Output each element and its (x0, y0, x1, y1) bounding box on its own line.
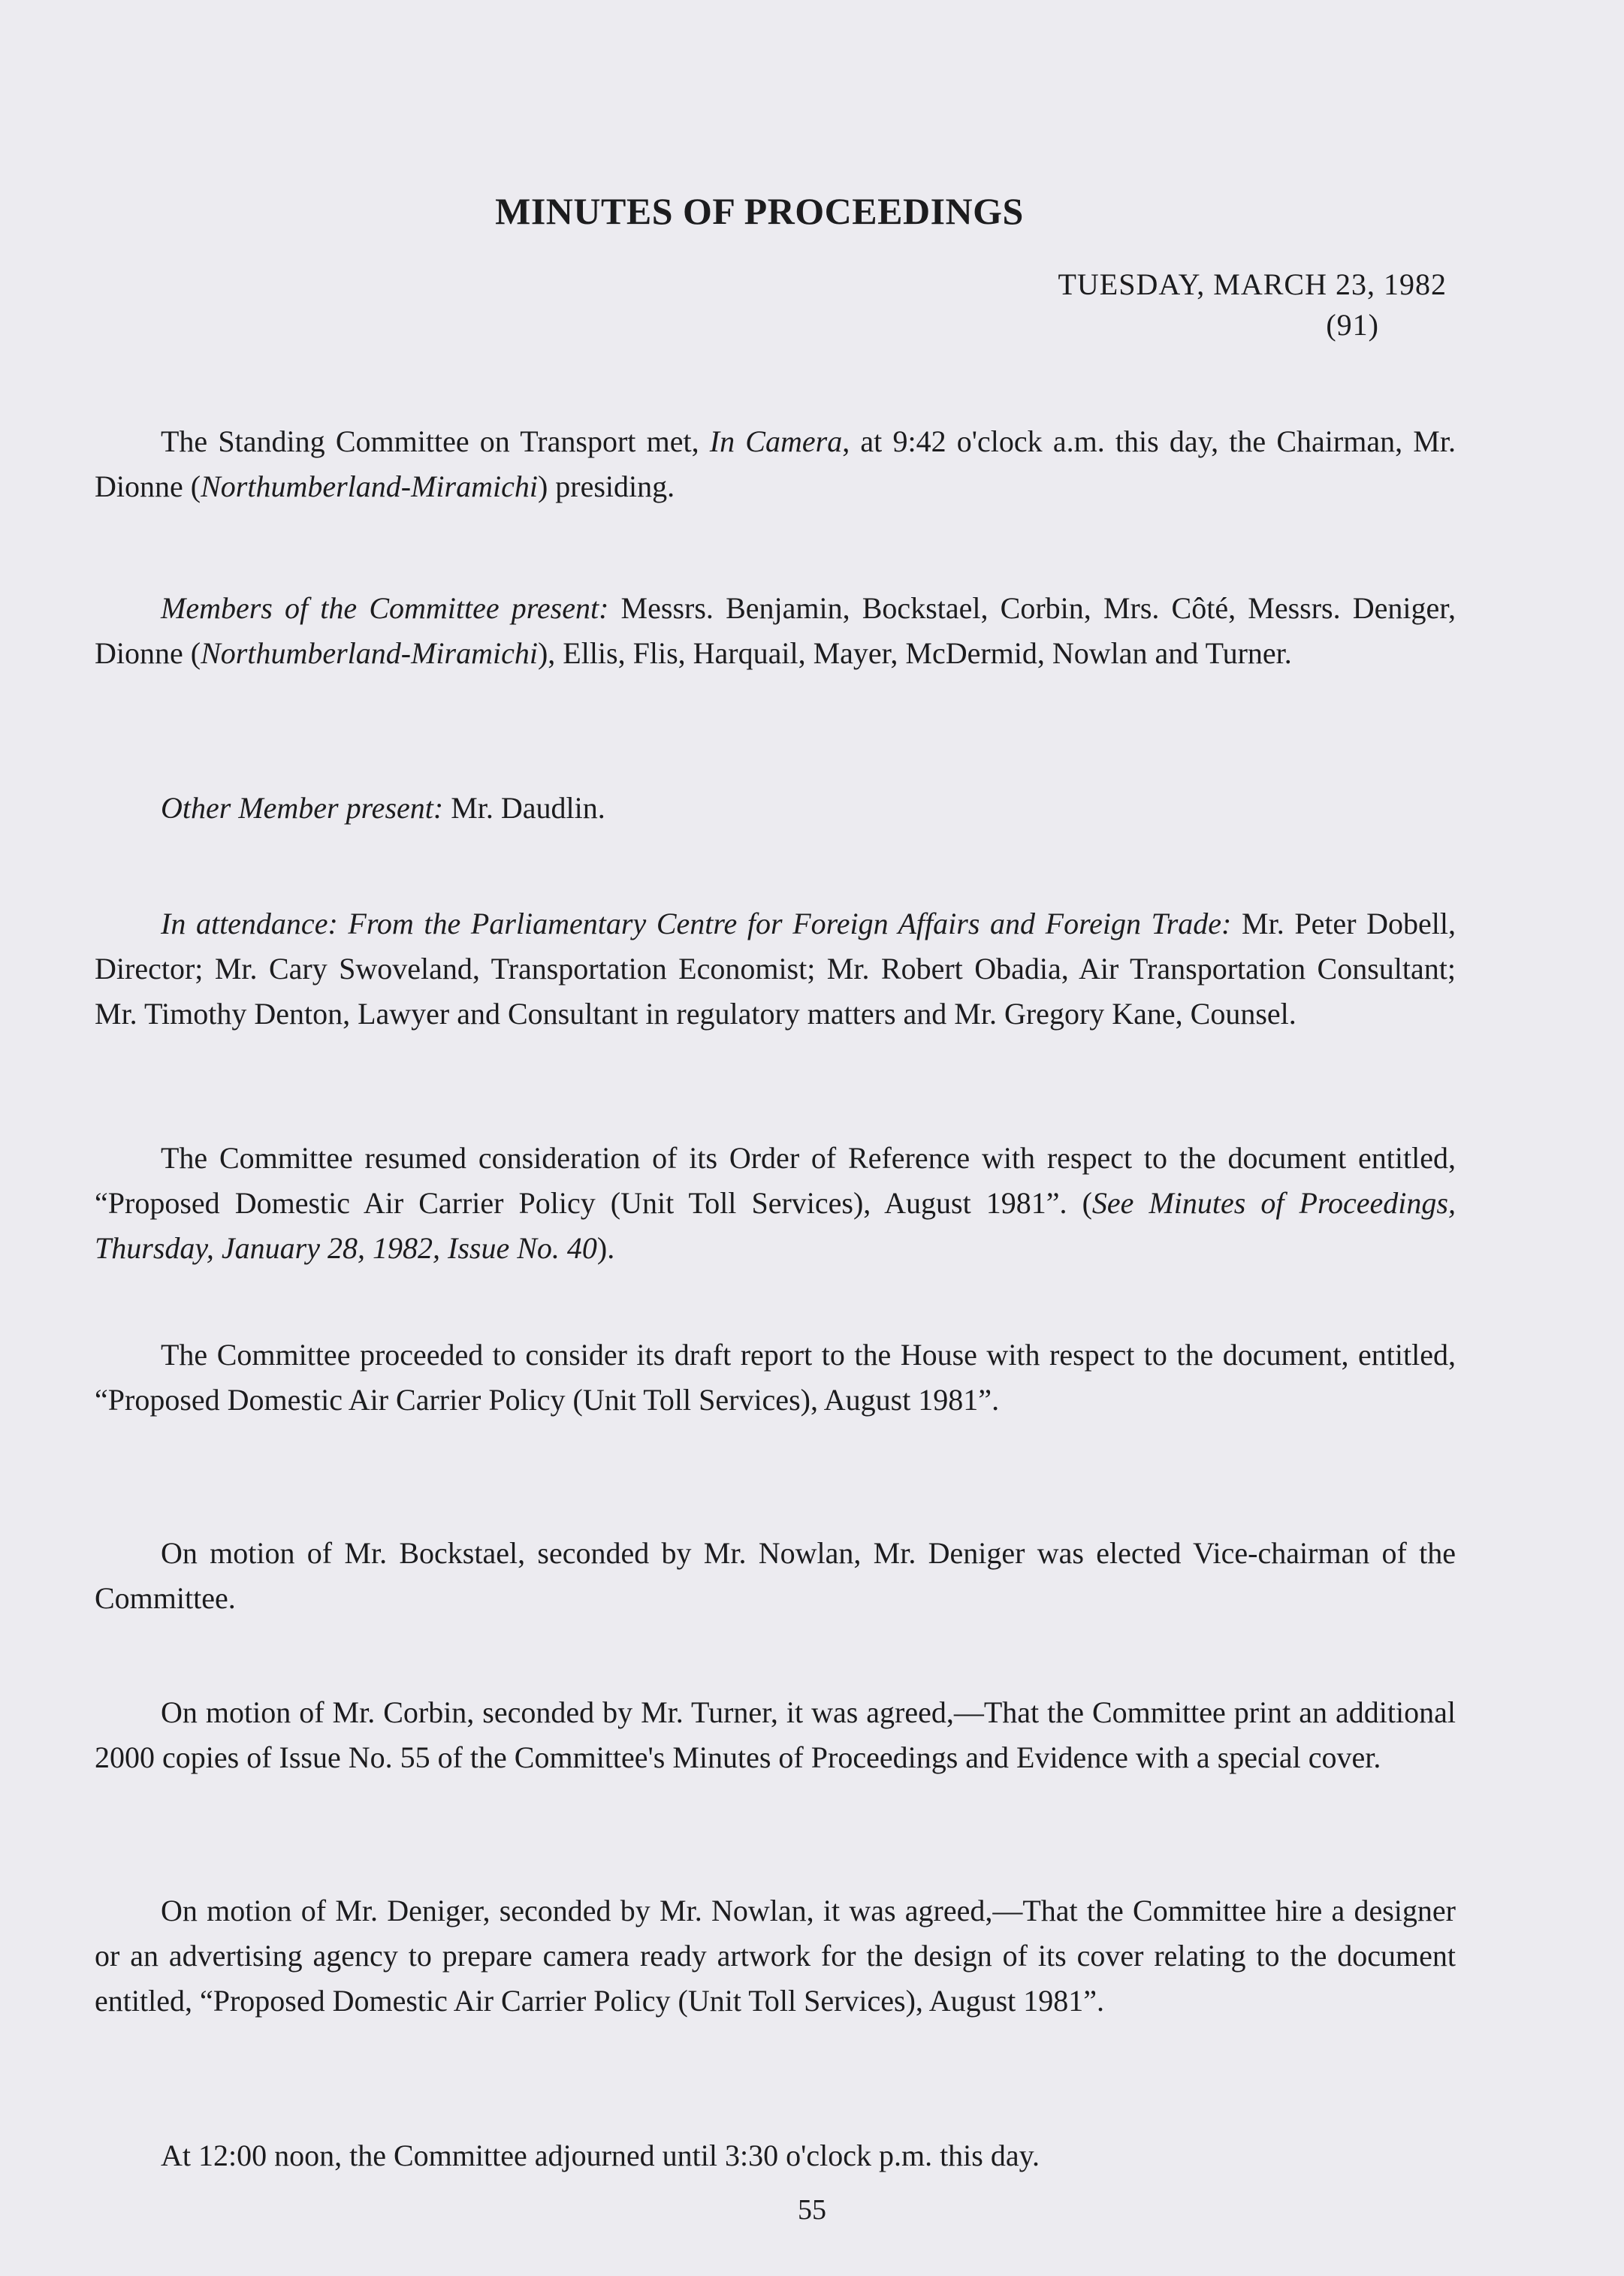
paragraph-resumed-consideration: The Committee resumed consideration of its Order of Reference with respect to the document entitled, “Proposed Domestic Air Carrier Policy (Unit Toll Services), August 1981”. (See Minutes of Proceedings, Thursday, January 28, 1982, Issue No. 40). (95, 1141, 1456, 1265)
meeting-number: (91) (1326, 308, 1379, 342)
paragraph-adjournment: At 12:00 noon, the Committee adjourned until 3:30 o'clock p.m. this day. (161, 2139, 1040, 2172)
paragraph-members-present: Members of the Committee present: Messrs. Benjamin, Bockstael, Corbin, Mrs. Côté, Messrs. Deniger, Dionne (Northumberland-Miramichi), Ellis, Flis, Harquail, Mayer, McDermid, Nowlan and Turner. (95, 591, 1456, 670)
paragraph-motion-vice-chairman: On motion of Mr. Bockstael, seconded by Mr. Nowlan, Mr. Deniger was elected Vice-chairman of the Committee. (95, 1536, 1456, 1615)
paragraph-opening: The Standing Committee on Transport met, In Camera, at 9:42 o'clock a.m. this day, the Chairman, Mr. Dionne (Northumberland-Miramichi) presiding. (95, 424, 1456, 503)
paragraph-draft-report: The Committee proceeded to consider its draft report to the House with respect to the document, entitled, “Proposed Domestic Air Carrier Policy (Unit Toll Services), August 1981”. (95, 1338, 1456, 1417)
page-number: 55 (798, 2194, 826, 2226)
page-title: MINUTES OF PROCEEDINGS (495, 190, 1024, 232)
meeting-date-block (1058, 264, 1447, 346)
paragraph-motion-designer: On motion of Mr. Deniger, seconded by Mr. Nowlan, it was agreed,—That the Committee hire a designer or an advertising agency to prepare camera ready artwork for the design of its cover relating to the document entitled, “Proposed Domestic Air Carrier Policy (Unit Toll Services), August 1981”. (95, 1894, 1456, 2018)
paragraph-in-attendance: In attendance: From the Parliamentary Centre for Foreign Affairs and Foreign Trade: Mr. Peter Dobell, Director; Mr. Cary Swoveland, Transportation Economist; Mr. Robert Obadia, Air Transportation Consultant; Mr. Timothy Denton, Lawyer and Consultant in regulatory matters and Mr. Gregory Kane, Counsel. (95, 907, 1456, 1031)
meeting-date: TUESDAY, MARCH 23, 1982 (1058, 267, 1447, 301)
paragraph-other-member: Other Member present: Mr. Daudlin. (161, 791, 605, 825)
paragraph-motion-print-copies: On motion of Mr. Corbin, seconded by Mr. Turner, it was agreed,—That the Committee print an additional 2000 copies of Issue No. 55 of the Committee's Minutes of Proceedings and Evidence with a special cover. (95, 1695, 1456, 1774)
